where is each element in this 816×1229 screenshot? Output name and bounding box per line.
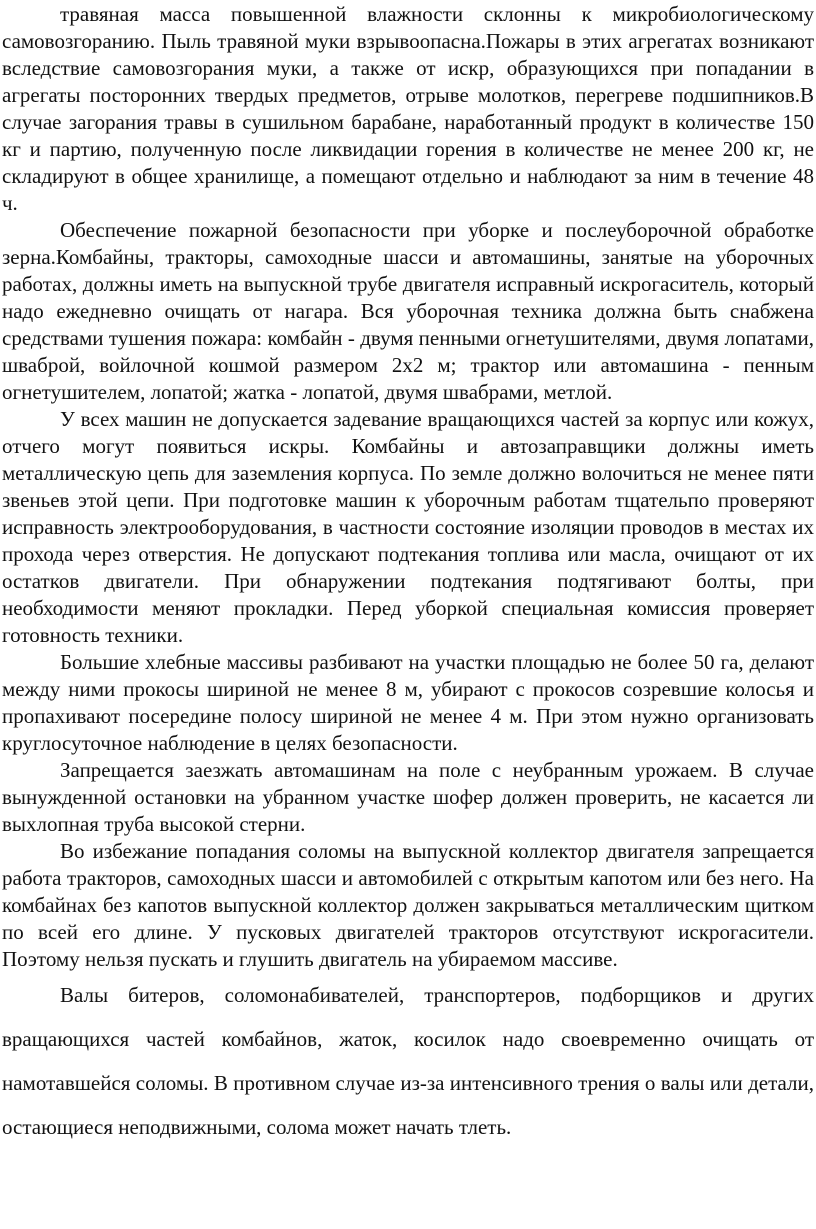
- paragraph-grass-flour-fire: травяная масса повышенной влажности склонны к микробиологическому самовозгоранию. Пыль травяной муки взрывоопасна.Пожары в этих агрегатах возникают вследствие самовозгорания муки, а также от искр, образующихся при попадании в агрегаты посторонних твердых предметов, отрыве молотков, перегреве подшипников.В случае загорания травы в сушильном барабане, наработанный продукт в количестве 150 кг и партию, полученную после ликвидации горения в количестве не менее 200 кг, не складируют в общее хранилище, а помещают отдельно и наблюдают за ним в течение 48 ч.: [2, 2, 814, 215]
- paragraph-exhaust-collector: Во избежание попадания соломы на выпускной коллектор двигателя запрещается работа тракторов, самоходных шасси и автомобилей с открытым капотом или без него. На комбайнах без капотов выпускной коллектор должен закрываться металлическим щитком по всей его длине. У пусковых двигателей тракторов отсутствуют искрогасители. Поэтому нельзя пускать и глушить двигатель на убираемом массиве.: [2, 839, 814, 971]
- paragraph-field-division: Большие хлебные массивы разбивают на участки площадью не более 50 га, делают между ними прокосы шириной не менее 8 м, убирают с прокосов созревшие колосья и пропахивают посередине полосу шириной не менее 4 м. При этом нужно организовать круглосуточное наблюдение в целях безопасности.: [2, 650, 814, 755]
- paragraph-harvest-safety: Обеспечение пожарной безопасности при уборке и послеуборочной обработке зерна.Комбайны, тракторы, самоходные шасси и автомашины, занятые на уборочных работах, должны иметь на выпускной трубе двигателя исправный искрогаситель, который надо ежедневно очищать от нагара. Вся уборочная техника должна быть снабжена средствами тушения пожара: комбайн - двумя пенными огнетушителями, двумя лопатами, шваброй, войлочной кошмой размером 2х2 м; трактор или автомашина - пенным огнетушителем, лопатой; жатка - лопатой, двумя швабрами, метлой.: [2, 218, 814, 404]
- paragraph-vehicle-restriction: Запрещается заезжать автомашинам на поле с неубранным урожаем. В случае вынужденной остановки на убранном участке шофер должен проверить, не касается ли выхлопная труба высокой стерни.: [2, 758, 814, 836]
- paragraph-straw-cleaning: Валы битеров, соломонабивателей, транспортеров, подборщиков и других вращающихся частей комбайнов, жаток, косилок надо своевременно очищать от намотавшейся соломы. В противном случае из-за интенсивного трения о валы или детали, остающиеся неподвижными, солома может начать тлеть.: [2, 983, 814, 1139]
- paragraph-machine-checks: У всех машин не допускается задевание вращающихся частей за корпус или кожух, отчего могут появиться искры. Комбайны и автозаправщики должны иметь металлическую цепь для заземления корпуса. По земле должно волочиться не менее пяти звеньев этой цепи. При подготовке машин к уборочным работам тщательпо проверяют исправность электрооборудования, в частности состояние изоляции проводов в местах их прохода через отверстия. Не допускают подтекания топлива или масла, очищают от их остатков двигатели. При обнаружении подтекания подтягивают болты, при необходимости меняют прокладки. Перед уборкой специальная комиссия проверяет готовность техники.: [2, 407, 814, 647]
